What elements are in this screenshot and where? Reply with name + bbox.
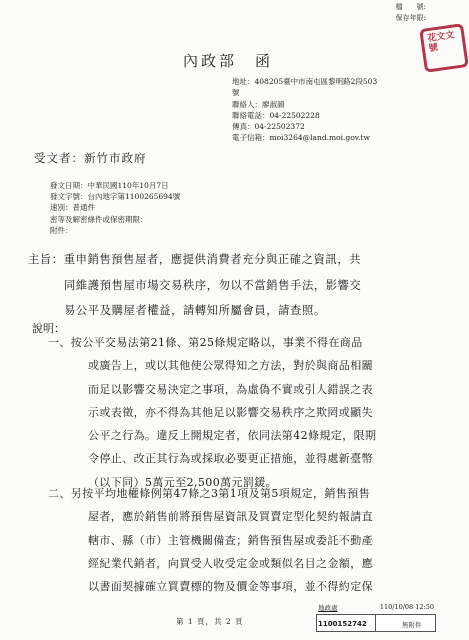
- contact-phone: 聯絡電話：04-22502228: [232, 110, 320, 120]
- explanation-item-2: [48, 482, 373, 598]
- contact-person: 聯絡人：廖淑韻: [232, 99, 285, 109]
- item-line: 一、按公平交易法第21條、第25條規定略以，事業不得在商品: [48, 336, 363, 349]
- dispatch-meta: [50, 180, 180, 236]
- item-line: 二、另按平均地權條例第47條之3第1項及第5項規定，銷售預售: [48, 487, 370, 500]
- subject-line: 同維護預售屋市場交易秩序，勿以不當銷售手法，影響交: [64, 278, 362, 292]
- speed: 速別：普通件: [50, 203, 95, 213]
- page-indicator: 第 1 頁，共 2 頁: [176, 617, 244, 626]
- receipt-divider: [375, 614, 376, 632]
- item-line: 公平之行為。違反上開規定者，依同法第42條規定，限期: [88, 429, 377, 443]
- subject-section: [28, 247, 361, 324]
- item-line: 經紀業代銷者，向買受人收受定金或類似名目之金額，應: [88, 556, 373, 570]
- item-line: 轄市、縣（市）主管機關備查；銷售預售屋或委託不動產: [88, 533, 373, 547]
- subject-line: 易公平及購屋者權益，請轉知所屬會員，請查照。: [64, 304, 326, 317]
- secrecy: 密等及解密條件或保密期限：: [50, 214, 148, 224]
- document-title: 內政部 函: [183, 52, 274, 70]
- receipt-attachment: 無附件: [402, 621, 422, 629]
- stamp-text: 花文文號: [426, 30, 456, 55]
- receipt-dept: 地政處: [318, 604, 338, 612]
- explanation-item-1: [48, 331, 376, 494]
- retention-label: 保存年限:: [395, 14, 426, 22]
- explanation-heading: 說明：: [32, 322, 65, 335]
- receipt-number: 1100152742: [318, 620, 367, 628]
- item-line: 令停止、改正其行為或採取必要更正措施，並得處新臺幣: [88, 452, 373, 466]
- file-number-label: 檔 號:: [395, 3, 426, 11]
- address-continued: 號: [232, 88, 240, 98]
- item-line: 屋者，應於銷售前將預售屋資訊及買賣定型化契約報請直: [88, 510, 373, 524]
- archive-info: [396, 2, 426, 24]
- attachment: 附件：: [50, 225, 73, 235]
- item-line: 或廣告上，或以其他使公眾得知之方法，對於與商品相關: [88, 359, 373, 373]
- recipient: 受文者：新竹市政府: [34, 151, 147, 165]
- receipt-timestamp: 110/10/08 12:50: [379, 603, 434, 611]
- subject-line: 主旨：重申銷售預售屋者，應提供消費者充分與正確之資訊，共: [28, 253, 362, 266]
- item-line: 示或表徵，亦不得為其他足以影響交易秩序之欺罔或顯失: [88, 405, 373, 419]
- receipt-stamp: [419, 23, 469, 73]
- dispatch-date: 發文日期：中華民國110年10月7日: [50, 181, 169, 190]
- contact-fax: 傳真：04-22502372: [232, 122, 305, 132]
- dispatch-number: 發文字號：台內地字第1100265694號: [50, 192, 181, 202]
- item-line: （以下同）5萬元至2,500萬元罰鍰。: [88, 475, 278, 489]
- item-line: 以書面契據確立買賣標的物及價金等事項，並不得約定保: [88, 580, 373, 594]
- contact-email: 電子信箱：moi3264@land.moi.gov.tw: [232, 133, 370, 143]
- address: 地址：408205臺中市南屯區黎明路2段503: [232, 77, 378, 86]
- contact-block: [232, 76, 377, 144]
- item-line: 而足以影響交易決定之事項，為虛偽不實或引人錯誤之表: [88, 382, 373, 396]
